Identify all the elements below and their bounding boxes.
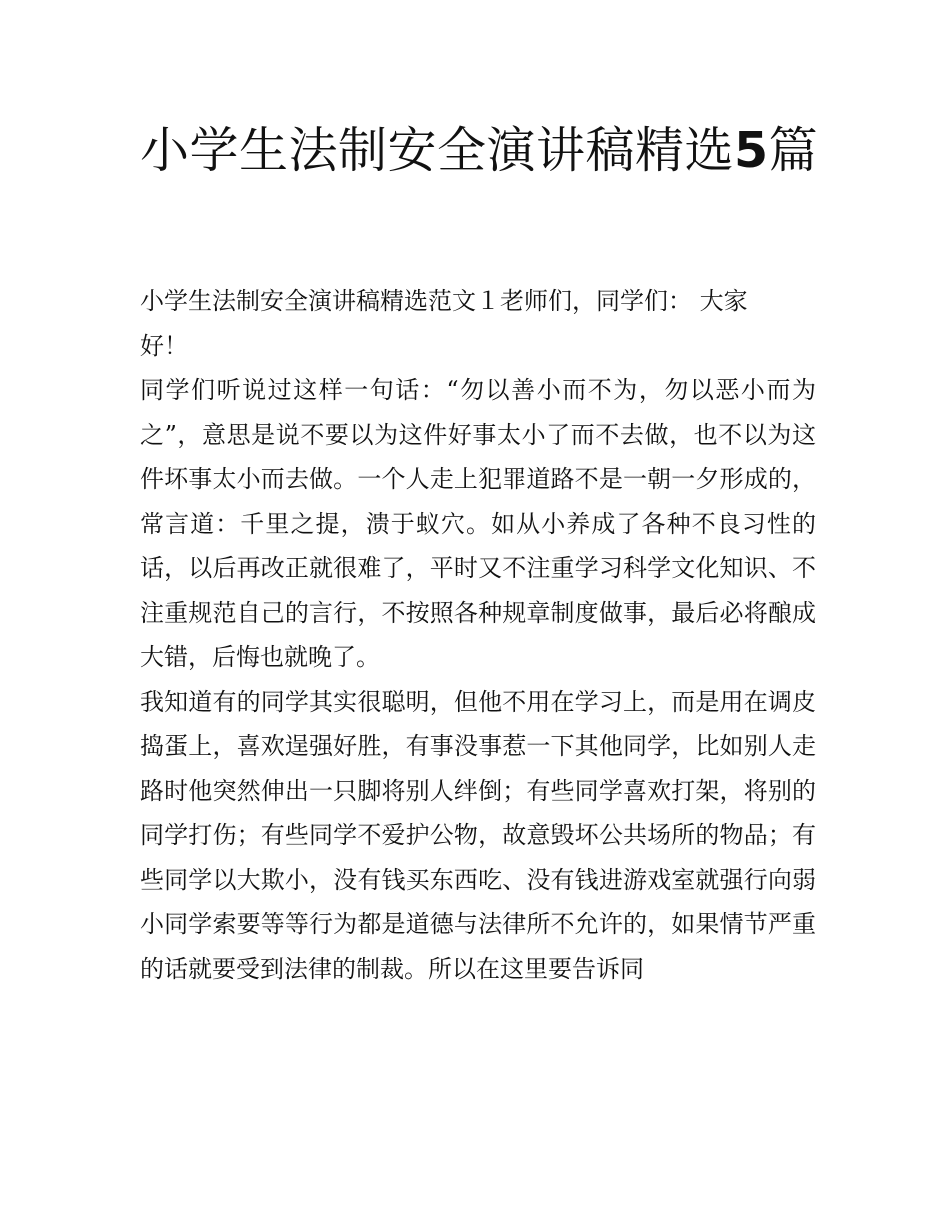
document-title — [140, 112, 820, 189]
paragraph-behaviors: 我知道有的同学其实很聪明，但他不用在学习上，而是用在调皮捣蛋上，喜欢逞强好胜，有事没事惹一下其他同学，比如别人走路时他突然伸出一只脚将别人绊倒；有些同学喜欢打架，将别的同学打伤；有些同学不爱护公物，故意毁坏公共场所的物品；有些同学以大欺小，没有钱买东西吃、没有钱进游戏室就强行向弱小同学索要等等行为都是道德与法律所不允许的，如果情节严重的话就要受到法律的制裁。所以在这里要告诉同 — [140, 687, 816, 983]
paragraph-saying: 同学们听说过这样一句话：“勿以善小而不为，勿以恶小而为之”，意思是说不要以为这件好事太小了而不去做，也不以为这件坏事太小而去做。一个人走上犯罪道路不是一朝一夕形成的，常言道：千里之提，溃于蚁穴。如从小养成了各种不良习性的话，以后再改正就很难了，平时又不注重学习科学文化知识、不注重规范自己的言行，不按照各种规章制度做事，最后必将酿成大错，后悔也就晚了。 — [140, 376, 816, 671]
document-body — [140, 279, 816, 991]
paragraph-intro: 小学生法制安全演讲稿精选范文１老师们，同学们： 大家好！ — [140, 287, 748, 360]
title-text: 小学生法制安全演讲稿精选 — [140, 122, 735, 179]
title-number: 5 — [734, 122, 769, 179]
title-suffix: 篇 — [768, 122, 819, 179]
